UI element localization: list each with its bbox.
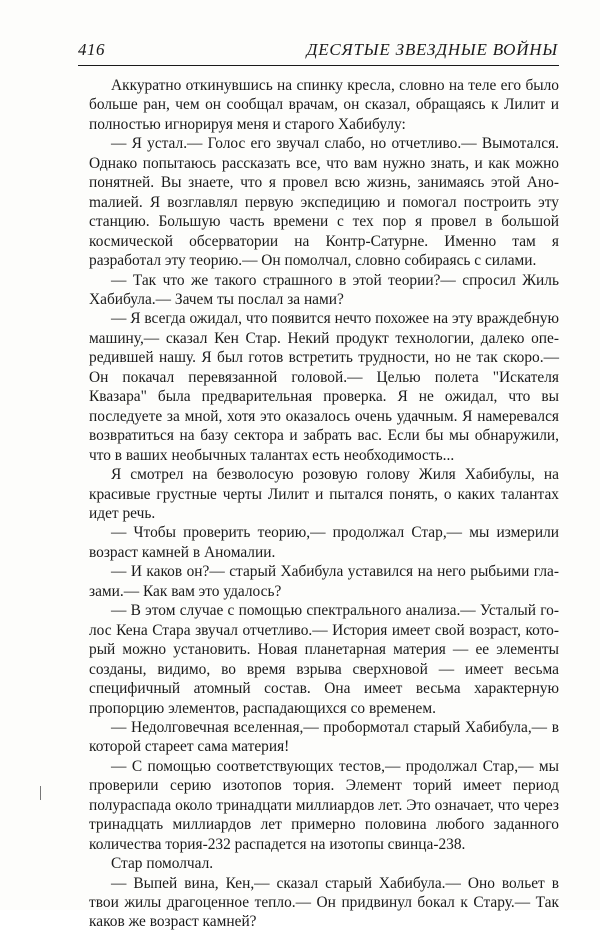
paragraph: — Так что же такого страшного в этой теории?— спросил Жиль Хабибула.— Зачем ты послал за нами?	[89, 271, 559, 308]
paragraph: Стар помолчал.	[111, 855, 214, 873]
paragraph: — В этом случае с помощью спектрального анализа.— Усталый голос Кена Стара звучал отчетливо.— История имеет свой возраст, который можно установить. Новая планетарная материя — ее элементы созданы, видимо, во время взрыва сверхновой — имеет весьма специфичный атомный состав. Она имеет весьма характерную пропорцию элементов, распадающихся со временем.	[89, 602, 559, 717]
margin-mark	[40, 786, 41, 800]
paragraph: — Выпей вина, Кен,— сказал старый Хабибула.— Оно вольет в твои жилы драгоценное тепло.— Он придвинул бокал к Стару.— Так каков же возраст камней?	[89, 874, 559, 931]
body-text	[89, 76, 559, 932]
paragraph: — Недолговечная вселенная,— пробормотал старый Хабибула,— в которой стареет сама материя!	[89, 718, 559, 756]
paragraph: — Чтобы проверить теорию,— продолжал Стар,— мы измерили возраст камней в Аномалии.	[89, 524, 559, 561]
page-header	[78, 38, 558, 62]
paragraph: Я смотрел на безволосую розовую голову Жиля Хабибулы, на красивые грустные черты Лилит и пытался понять, о каких талантах идет речь.	[89, 466, 559, 522]
paragraph: — И каков он?— старый Хабибула уставился на него рыбьими глазами.— Как вам это удалось?	[89, 563, 559, 600]
paragraph: — Я устал.— Голос его звучал слабо, но отчетливо.— Вымотался. Однако попытаюсь рассказать все, что вам нужно знать, и как можно понятней. Вы знаете, что я провел всю жизнь, занимаясь этой Аноmалией. Я возглавлял первую экспедицию и помогал построить эту станцию. Большую часть времени с тех пор я провел в большой космической обсерватории на Контр-Сатурне. Именно там я разработал эту теорию.— Он помолчал, словно собираясь с силами.	[89, 135, 559, 270]
paragraph: — Я всегда ожидал, что появится нечто похожее на эту враждебную машину,— сказал Кен Стар. Некий продукт технологии, далеко опередившей нашу. Я был готов встретить трудности, но не так скоро.— Он покачал перевязанной головой.— Целью полета "Искателя Квазара" была предварительная проверка. Я не ожидал, что вы последуете за мной, хотя это оказалось очень удачным. Я намеревался возвратиться на базу сектора и забрать вас. Если бы мы обнаружили, что в ваших необычных талантах есть необходимость...	[89, 310, 559, 464]
header-rule	[78, 65, 559, 66]
paragraph: — С помощью соответствующих тестов,— продолжал Стар,— мы проверили серию изотопов тория. Элемент торий имеет период полураспада около тринадцати миллиардов лет. Это означает, что через тринадцать миллиардов лет примерно половина любого заданного количества тория-232 распадется на изотопы свинца-238.	[89, 757, 559, 853]
paragraph: Аккуратно откинувшись на спинку кресла, словно на теле его было больше ран, чем он сообщал врачам, он сказал, обращаясь к Лилит и полностью игнорируя меня и старого Хабибулу:	[89, 77, 559, 133]
page-number: 416	[78, 40, 105, 59]
running-title: ДЕСЯТЫЕ ЗВЕЗДНЫЕ ВОЙНЫ	[306, 40, 558, 59]
